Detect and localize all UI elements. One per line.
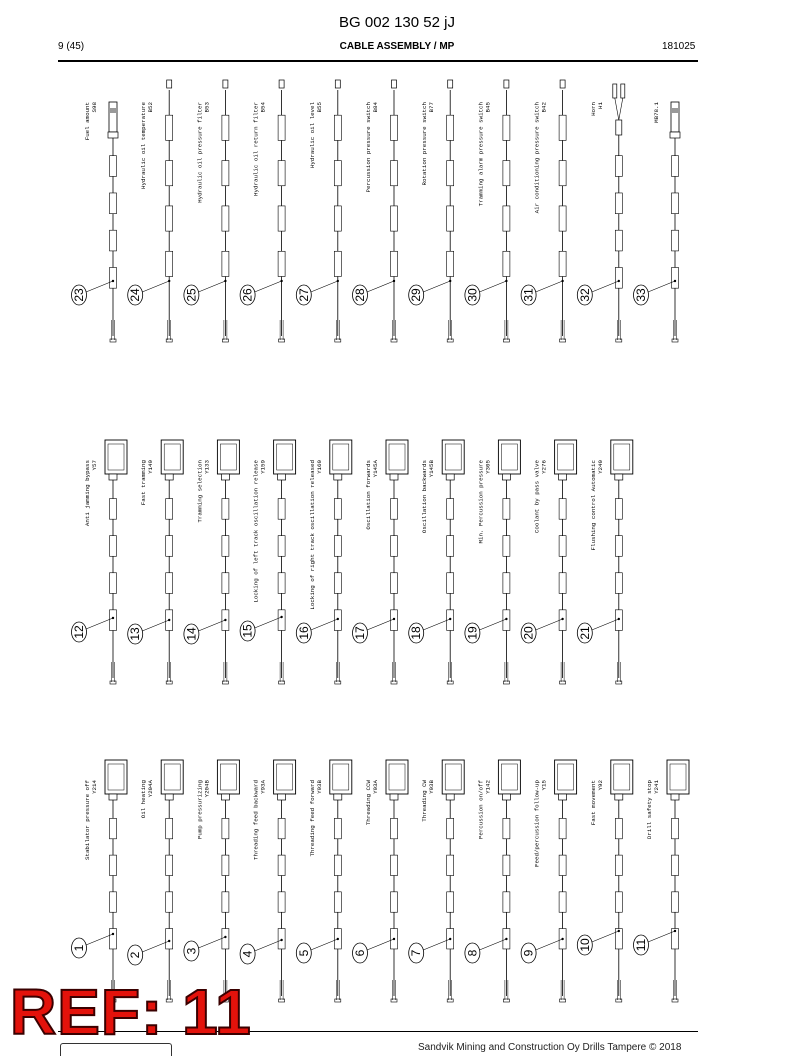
callout-number: 5 — [296, 949, 311, 957]
valve-connector-icon — [386, 760, 408, 794]
callout-number: 16 — [296, 626, 311, 640]
callout-number: 23 — [72, 288, 86, 302]
cable-description-label: Fast tramming — [140, 460, 148, 506]
cable-code-label: Y93A — [259, 780, 267, 794]
callout-number: 20 — [521, 626, 536, 640]
cable-code-label: Y15 — [540, 780, 548, 791]
cable-description-label: Percussion on/off — [477, 780, 485, 840]
valve-connector-icon — [611, 440, 633, 474]
cable-31 — [521, 80, 566, 342]
cable-code-label: Y93A — [372, 780, 379, 794]
valve-connector-icon — [161, 440, 183, 474]
callout-number: 28 — [353, 288, 367, 302]
cable-description-label: Tramming alarm pressure switch — [477, 102, 485, 207]
callout-number: 1 — [72, 944, 86, 952]
cable-16 — [296, 440, 352, 684]
valve-connector-icon — [330, 440, 352, 474]
cable-code-label: Y57 — [91, 460, 98, 471]
callout-number: 30 — [465, 288, 480, 302]
cable-1 — [72, 760, 128, 1002]
cable-description-label: Oil heating — [140, 780, 148, 819]
wire-end-icon — [504, 80, 509, 88]
cable-code-label: Y240 — [596, 460, 604, 474]
cable-4 — [240, 760, 296, 1002]
horn-connector-icon — [613, 84, 617, 98]
callout-number: 7 — [409, 949, 424, 957]
cable-9 — [521, 760, 577, 1002]
valve-connector-icon — [498, 440, 520, 474]
cable-description-label: Oscillation backwards — [421, 460, 429, 534]
cable-code-label: B77 — [428, 102, 436, 113]
callout-number: 21 — [577, 626, 592, 640]
cable-5 — [296, 760, 352, 1002]
callout-number: 33 — [634, 288, 648, 302]
cable-description-label: Threading CCW — [365, 780, 372, 826]
valve-connector-icon — [330, 760, 352, 794]
valve-connector-icon — [386, 440, 408, 474]
cable-24 — [128, 80, 173, 342]
document-number: BG 002 130 52 jJ — [339, 14, 455, 31]
cable-code-label: B52 — [147, 102, 155, 113]
cable-code-label: Y214 — [91, 780, 98, 794]
callout-number: 9 — [521, 949, 536, 957]
callout-number: 32 — [577, 288, 592, 302]
cable-description-label: Threading feed forward — [308, 780, 316, 857]
cable-code-label: Y145A — [372, 460, 379, 478]
callout-number: 12 — [72, 625, 86, 639]
cable-15 — [240, 440, 296, 684]
cable-description-label: Stabilator pressure off — [84, 780, 91, 861]
cable-17 — [353, 440, 409, 684]
cable-21 — [577, 440, 633, 684]
callout-number: 6 — [353, 949, 367, 957]
section-title: CABLE ASSEMBLY / MP — [339, 41, 455, 52]
cable-code-label: Y241 — [653, 780, 660, 794]
cable-8 — [465, 760, 521, 1002]
page-number: 9 (45) — [58, 41, 85, 52]
callout-number: 4 — [240, 950, 255, 958]
cable-description-label: Fast movement — [589, 780, 597, 826]
cable-2 — [128, 760, 184, 1002]
cable-code-label: Y145B — [428, 460, 436, 478]
cable-code-label: Y305 — [484, 460, 492, 474]
cable-description-label: Drill safety stop — [646, 780, 653, 840]
cable-description-label: Fuel amount — [84, 102, 91, 141]
valve-connector-icon — [555, 440, 577, 474]
footer-copyright: Sandvik Mining and Construction Oy Drills Tampere © 2018 — [418, 1042, 682, 1053]
cable-14 — [184, 440, 240, 684]
cable-description-label: Rotation pressure switch — [421, 102, 429, 186]
cable-description-label: Threading CW — [421, 780, 429, 822]
valve-connector-icon — [105, 760, 127, 794]
cable-code-label: Y93B — [428, 780, 436, 794]
callout-number: 27 — [296, 288, 311, 302]
cable-description-label: Hydraulic oil pressure filter — [196, 102, 204, 203]
cable-description-label: Locking of right track oscillation released — [308, 460, 316, 610]
cable-code-label: B84 — [372, 102, 379, 113]
cable-3 — [184, 760, 240, 1002]
valve-connector-icon — [217, 760, 239, 794]
cable-description-label: Hydraulic oil return filter — [252, 102, 260, 196]
callout-number: 10 — [577, 938, 592, 952]
callout-number: 25 — [184, 288, 199, 302]
cable-7 — [409, 760, 465, 1002]
cable-20 — [521, 440, 577, 684]
wire-end-icon — [223, 80, 228, 88]
cable-12 — [72, 440, 128, 684]
cable-11 — [634, 760, 690, 1002]
cable-description-label: Pump pressurizing — [196, 780, 204, 840]
cable-code-label: Y149 — [147, 460, 155, 474]
callout-number: 14 — [184, 627, 199, 641]
valve-connector-icon — [217, 440, 239, 474]
wire-end-icon — [392, 80, 397, 88]
ref-stamp: REF: 11 — [10, 976, 252, 1048]
cable-33 — [634, 101, 681, 342]
cable-code-label: B54 — [259, 102, 267, 113]
cable-code-label: Y133 — [203, 460, 211, 474]
cable-25 — [184, 80, 229, 342]
cable-28 — [353, 80, 398, 342]
wire-end-icon — [448, 80, 453, 88]
wire-end-icon — [560, 80, 565, 88]
cable-code-label: B53 — [203, 102, 211, 113]
cable-description-label: Percussion pressure switch — [365, 102, 372, 193]
callout-number: 26 — [240, 288, 255, 302]
valve-connector-icon — [498, 760, 520, 794]
cable-13 — [128, 440, 184, 684]
cable-code-label: B55 — [315, 102, 323, 113]
wire-end-icon — [335, 80, 340, 88]
cable-description-label: Air conditioning pressure switch — [533, 102, 541, 214]
cable-description-label: Tramming selection — [196, 460, 204, 523]
callout-number: 29 — [409, 288, 424, 302]
callout-number: 2 — [128, 951, 143, 959]
cable-18 — [409, 440, 465, 684]
cable-code-label: B42 — [540, 102, 548, 113]
cable-32 — [577, 84, 625, 342]
cable-code-label: Y204B — [203, 780, 211, 798]
valve-connector-icon — [667, 760, 689, 794]
cable-10 — [577, 760, 633, 1002]
cable-29 — [409, 80, 454, 342]
document-date: 181025 — [662, 41, 696, 52]
valve-connector-icon — [161, 760, 183, 794]
cable-description-label: Threading feed backward — [252, 780, 260, 861]
cable-description-label: Hydraulic oil level — [308, 102, 316, 169]
cable-23 — [72, 101, 119, 342]
valve-connector-icon — [274, 440, 296, 474]
cable-6 — [353, 760, 409, 1002]
valve-connector-icon — [555, 760, 577, 794]
cable-description-label: Horn — [589, 102, 597, 116]
cable-code-label: Y160 — [315, 460, 323, 474]
cable-description-label: Oscillation forwards — [365, 460, 372, 530]
cable-30 — [465, 80, 510, 342]
callout-number: 15 — [240, 624, 255, 638]
cable-description-label: Coolant by pass valve — [533, 460, 541, 534]
cable-code-label: MB78.1 — [653, 102, 660, 123]
cable-description-label: Locking of left track oscillation release — [252, 460, 260, 603]
sensor-connector-icon — [109, 102, 117, 132]
valve-connector-icon — [611, 760, 633, 794]
wire-end-icon — [279, 80, 284, 88]
cable-description-label: Flushing control Automatic — [589, 460, 597, 551]
cable-code-label: Y204A — [147, 780, 155, 798]
cable-description-label: Anti jamming bypass — [84, 460, 91, 527]
callout-number: 18 — [409, 626, 424, 640]
cable-19 — [465, 440, 521, 684]
callout-number: 31 — [521, 288, 536, 302]
cable-code-label: B45 — [484, 102, 492, 113]
callout-number: 19 — [465, 626, 480, 640]
callout-number: 17 — [353, 626, 367, 640]
cable-code-label: Y142 — [484, 780, 492, 794]
cable-code-label: S98 — [91, 102, 98, 113]
cable-description-label: Min. Percussion pressure — [477, 460, 485, 544]
cable-description-label: Hydraulic oil temperature — [140, 102, 148, 189]
sensor-connector-icon — [671, 102, 679, 132]
cable-code-label: Y276 — [540, 460, 548, 474]
valve-connector-icon — [442, 440, 464, 474]
wire-end-icon — [167, 80, 172, 88]
sandvik-logo — [60, 1043, 172, 1056]
callout-number: 24 — [128, 288, 143, 302]
cable-code-label: H1 — [596, 102, 604, 109]
cable-code-label: Y159 — [259, 460, 267, 474]
valve-connector-icon — [105, 440, 127, 474]
callout-number: 13 — [128, 627, 143, 641]
cable-description-label: Feed/percussion follow-up — [533, 780, 541, 867]
valve-connector-icon — [274, 760, 296, 794]
valve-connector-icon — [442, 760, 464, 794]
cable-26 — [240, 80, 285, 342]
cable-code-label: Y93B — [315, 780, 323, 794]
callout-number: 8 — [465, 949, 480, 957]
cable-27 — [296, 80, 341, 342]
cable-code-label: Y92 — [596, 780, 604, 791]
callout-number: 3 — [184, 947, 199, 955]
callout-number: 11 — [634, 938, 648, 952]
